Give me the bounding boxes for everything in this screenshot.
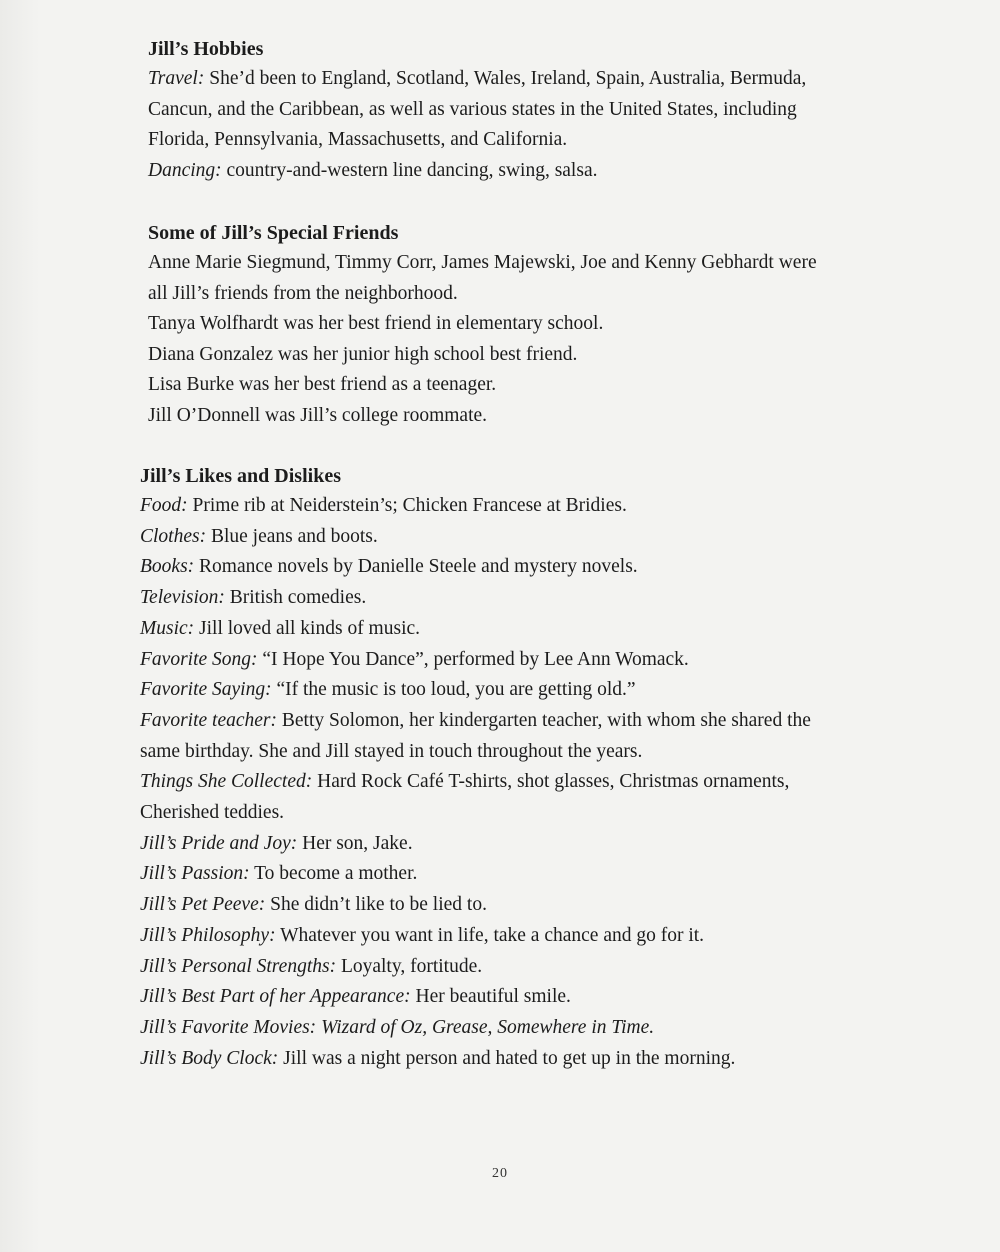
item-label: Food: bbox=[140, 495, 188, 516]
travel-line-2: Cancun, and the Caribbean, as well as various states in the United States, including bbox=[148, 98, 797, 120]
item-text: Hard Rock Café T-shirts, shot glasses, Christmas ornaments, bbox=[312, 771, 790, 793]
item-text: Her son, Jake. bbox=[297, 832, 413, 854]
item-text: Her beautiful smile. bbox=[410, 986, 571, 1008]
item-text: Jill loved all kinds of music. bbox=[194, 617, 421, 639]
item-text: Betty Solomon, her kindergarten teacher, with whom she shared the bbox=[277, 709, 811, 731]
dancing-label: Dancing: bbox=[148, 159, 222, 181]
like-item-strengths bbox=[140, 952, 900, 983]
item-text: Prime rib at Neiderstein’s; Chicken Francese at Bridies. bbox=[187, 495, 627, 516]
like-item-collected bbox=[140, 767, 900, 798]
like-item-clothes bbox=[140, 522, 900, 553]
item-text: Romance novels by Danielle Steele and mystery novels. bbox=[194, 556, 638, 578]
item-text: Wizard of Oz, Grease, Somewhere in Time. bbox=[316, 1016, 655, 1038]
like-item-philosophy bbox=[140, 921, 900, 952]
item-text: Blue jeans and boots. bbox=[206, 525, 378, 547]
friends-line: Anne Marie Siegmund, Timmy Corr, James Majewski, Joe and Kenny Gebhardt were bbox=[148, 252, 817, 273]
item-label: Jill’s Personal Strengths: bbox=[140, 955, 337, 977]
friends-line: Jill O’Donnell was Jill’s college roommate. bbox=[148, 404, 488, 426]
item-label: Favorite Saying: bbox=[140, 679, 272, 701]
item-label: Books: bbox=[140, 556, 195, 578]
travel-text: She’d been to England, Scotland, Wales, Ireland, Spain, Australia, Bermuda, bbox=[204, 68, 807, 89]
item-label: Favorite Song: bbox=[140, 648, 258, 670]
item-label: Clothes: bbox=[140, 525, 207, 547]
like-item-music bbox=[140, 614, 900, 645]
item-text: Whatever you want in life, take a chance and go for it. bbox=[275, 924, 705, 946]
like-item-body-clock bbox=[140, 1044, 900, 1075]
travel-line bbox=[148, 64, 908, 95]
item-label: Jill’s Favorite Movies: bbox=[140, 1016, 317, 1038]
item-label: Jill’s Philosophy: bbox=[140, 924, 276, 946]
item-text: Loyalty, fortitude. bbox=[336, 955, 483, 977]
like-item-favorite-teacher-cont: same birthday. She and Jill stayed in touch throughout the years. bbox=[140, 740, 643, 762]
item-text: “If the music is too loud, you are getting old.” bbox=[271, 679, 636, 701]
item-label: Jill’s Passion: bbox=[140, 863, 250, 885]
like-item-passion bbox=[140, 859, 900, 890]
like-item-books bbox=[140, 552, 900, 583]
dancing-text: country-and-western line dancing, swing, salsa. bbox=[221, 159, 598, 181]
item-label: Things She Collected: bbox=[140, 771, 313, 793]
item-text: “I Hope You Dance”, performed by Lee Ann Womack. bbox=[257, 648, 689, 670]
item-label: Television: bbox=[140, 587, 225, 609]
hobbies-heading: Jill’s Hobbies bbox=[148, 38, 264, 60]
hobbies-section bbox=[148, 34, 908, 186]
friends-line: all Jill’s friends from the neighborhood. bbox=[148, 282, 458, 304]
like-item-movies bbox=[140, 1013, 900, 1044]
item-label: Jill’s Pride and Joy: bbox=[140, 832, 298, 854]
friends-heading: Some of Jill’s Special Friends bbox=[148, 222, 399, 244]
likes-heading: Jill’s Likes and Dislikes bbox=[140, 465, 341, 487]
dancing-line bbox=[148, 156, 908, 187]
item-text: Jill was a night person and hated to get up in the morning. bbox=[278, 1047, 736, 1069]
friends-line: Tanya Wolfhardt was her best friend in elementary school. bbox=[148, 313, 604, 334]
friends-line: Lisa Burke was her best friend as a teenager. bbox=[148, 374, 497, 395]
item-label: Jill’s Pet Peeve: bbox=[140, 894, 266, 916]
travel-label: Travel: bbox=[148, 68, 205, 89]
item-label: Jill’s Body Clock: bbox=[140, 1047, 279, 1069]
friends-line: Diana Gonzalez was her junior high school best friend. bbox=[148, 343, 578, 365]
item-text: She didn’t like to be lied to. bbox=[265, 894, 487, 916]
like-item-food bbox=[140, 491, 900, 522]
like-item-favorite-song bbox=[140, 645, 900, 676]
like-item-pride-joy bbox=[140, 829, 900, 860]
friends-section bbox=[148, 218, 908, 431]
like-item-appearance bbox=[140, 982, 900, 1013]
like-item-television bbox=[140, 583, 900, 614]
item-label: Favorite teacher: bbox=[140, 709, 277, 731]
like-item-favorite-teacher bbox=[140, 706, 900, 737]
item-label: Jill’s Best Part of her Appearance: bbox=[140, 986, 411, 1008]
item-label: Music: bbox=[140, 617, 195, 639]
page-number: 20 bbox=[492, 1166, 508, 1181]
item-text: To become a mother. bbox=[249, 863, 418, 885]
item-text: British comedies. bbox=[224, 587, 367, 609]
like-item-pet-peeve bbox=[140, 890, 900, 921]
likes-section bbox=[140, 461, 900, 1074]
like-item-collected-cont: Cherished teddies. bbox=[140, 802, 285, 824]
like-item-favorite-saying bbox=[140, 675, 900, 706]
travel-line-3: Florida, Pennsylvania, Massachusetts, and California. bbox=[148, 129, 568, 150]
